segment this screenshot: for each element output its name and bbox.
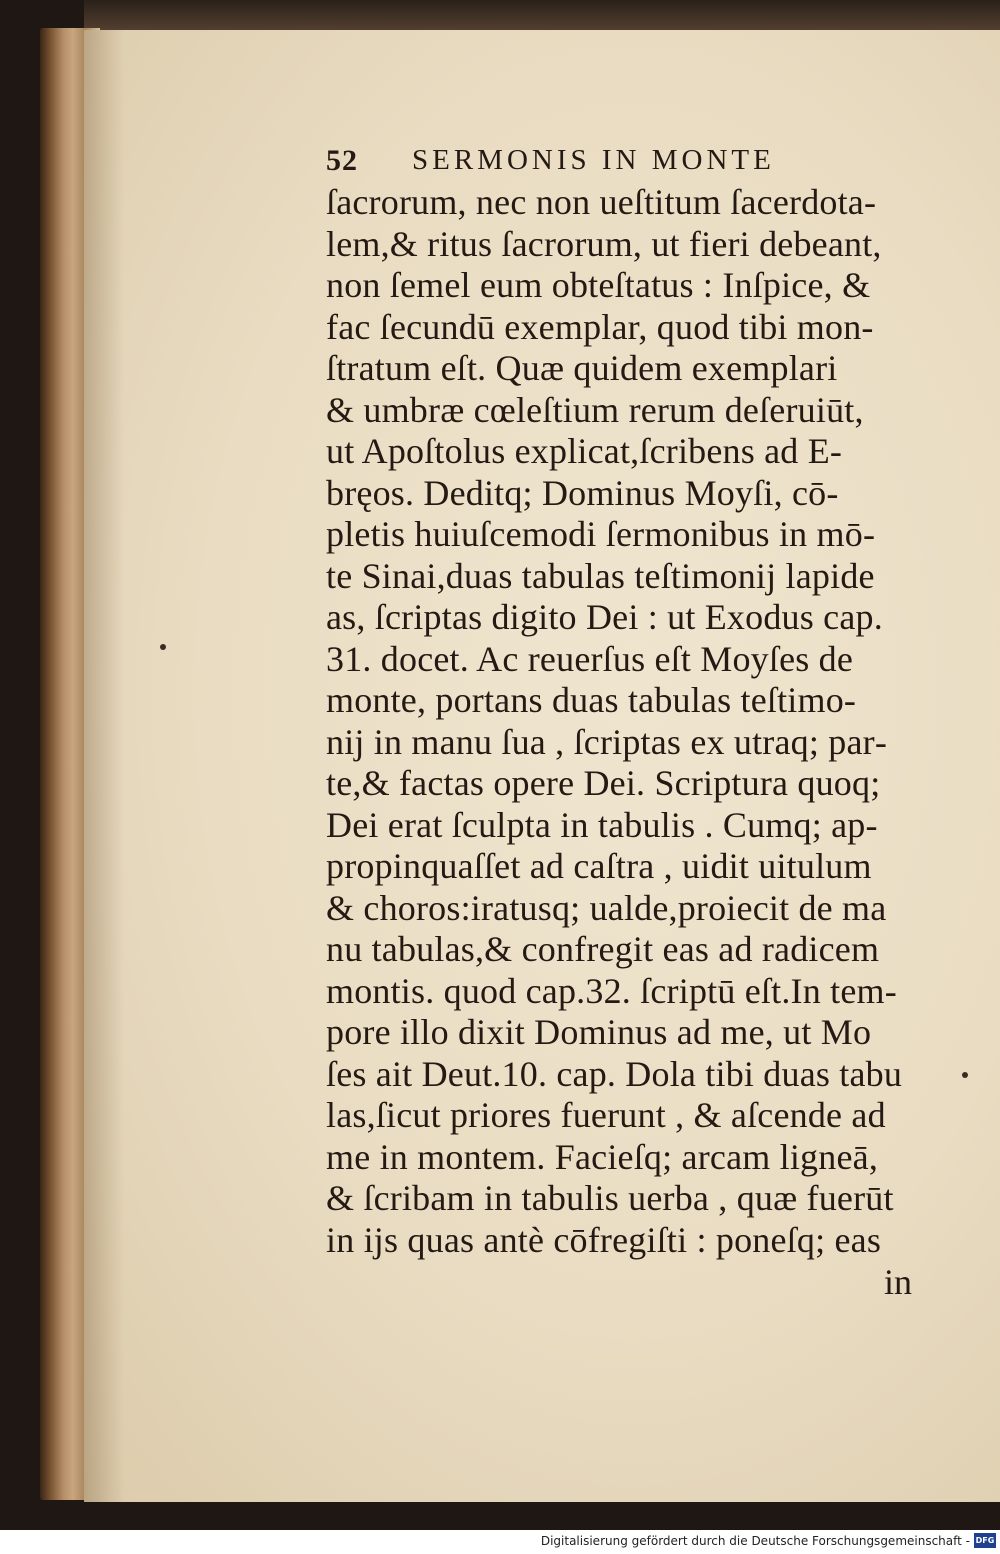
text-line: te,& factas opere Dei. Scriptura quoq; — [326, 763, 881, 803]
text-line: ſacrorum, nec non ueſtitum ſacerdota‑ — [326, 182, 877, 222]
text-line: te Sinai,duas tabulas teſtimonij lapide — [326, 555, 875, 596]
text-line: las,ſicut priores fuerunt , & aſcende ad — [326, 1095, 886, 1135]
text-line: ſtratum eſt. Quæ quidem exemplari — [326, 348, 838, 388]
text-line: lem,& ritus ſacrorum, ut fieri debeant, — [326, 223, 882, 264]
dfg-logo: DFG — [974, 1533, 996, 1548]
ink-speck — [160, 644, 166, 650]
text-line: propinquaſſet ad caſtra , uidit uitulum — [326, 846, 872, 886]
text-line: me in montem. Facieſq; arcam ligneā, — [326, 1136, 879, 1177]
text-line: fac ſecundū exemplar, quod tibi mon‑ — [326, 306, 874, 347]
text-line: ſes ait Deut.10. cap. Dola tibi duas tabu — [326, 1053, 903, 1094]
text-line: & ſcribam in tabulis uerba , quæ fuerūt — [326, 1178, 894, 1218]
footer-credit: Digitalisierung gefördert durch die Deutsche Forschungsgemeinschaft - — [540, 1534, 970, 1548]
running-head — [326, 140, 926, 184]
text-line: ut Apoſtolus explicat,ſcribens ad E‑ — [326, 431, 843, 471]
text-line: nu tabulas,& confregit eas ad radicem — [326, 929, 880, 969]
text-line: montis. quod cap.32. ſcriptū eſt.In tem‑ — [326, 970, 897, 1011]
text-line: monte, portans duas tabulas teſtimo‑ — [326, 680, 857, 720]
text-line: nij in manu ſua , ſcriptas ex utraq; par‑ — [326, 721, 888, 762]
text-line: & choros:iratusq; ualde,proiecit de ma — [326, 887, 887, 928]
page-number: 52 — [326, 144, 358, 177]
text-line: in ijs quas antè cōfregiſti : poneſq; eas — [326, 1219, 882, 1260]
text-line: non ſemel eum obteſtatus : Inſpice, & — [326, 265, 871, 305]
text-line: as, ſcriptas digito Dei : ut Exodus cap. — [326, 597, 883, 637]
text-line: pore illo dixit Dominus ad me, ut Mo — [326, 1012, 872, 1052]
text-line: & umbræ cœleſtium rerum deſeruiūt, — [326, 389, 864, 430]
ink-speck — [962, 1072, 968, 1078]
text-line: pletis huiuſcemodi ſermonibus in mō‑ — [326, 514, 876, 554]
body-text — [326, 182, 926, 1261]
text-line: Dei erat ſculpta in tabulis . Cumq; ap‑ — [326, 804, 878, 845]
catchword: in — [883, 1262, 912, 1302]
text-line: bręos. Deditq; Dominus Moyſi, cō‑ — [326, 472, 839, 513]
running-title: SERMONIS IN MONTE — [412, 144, 775, 176]
text-line: 31. docet. Ac reuerſus eſt Moyſes de — [326, 638, 854, 679]
